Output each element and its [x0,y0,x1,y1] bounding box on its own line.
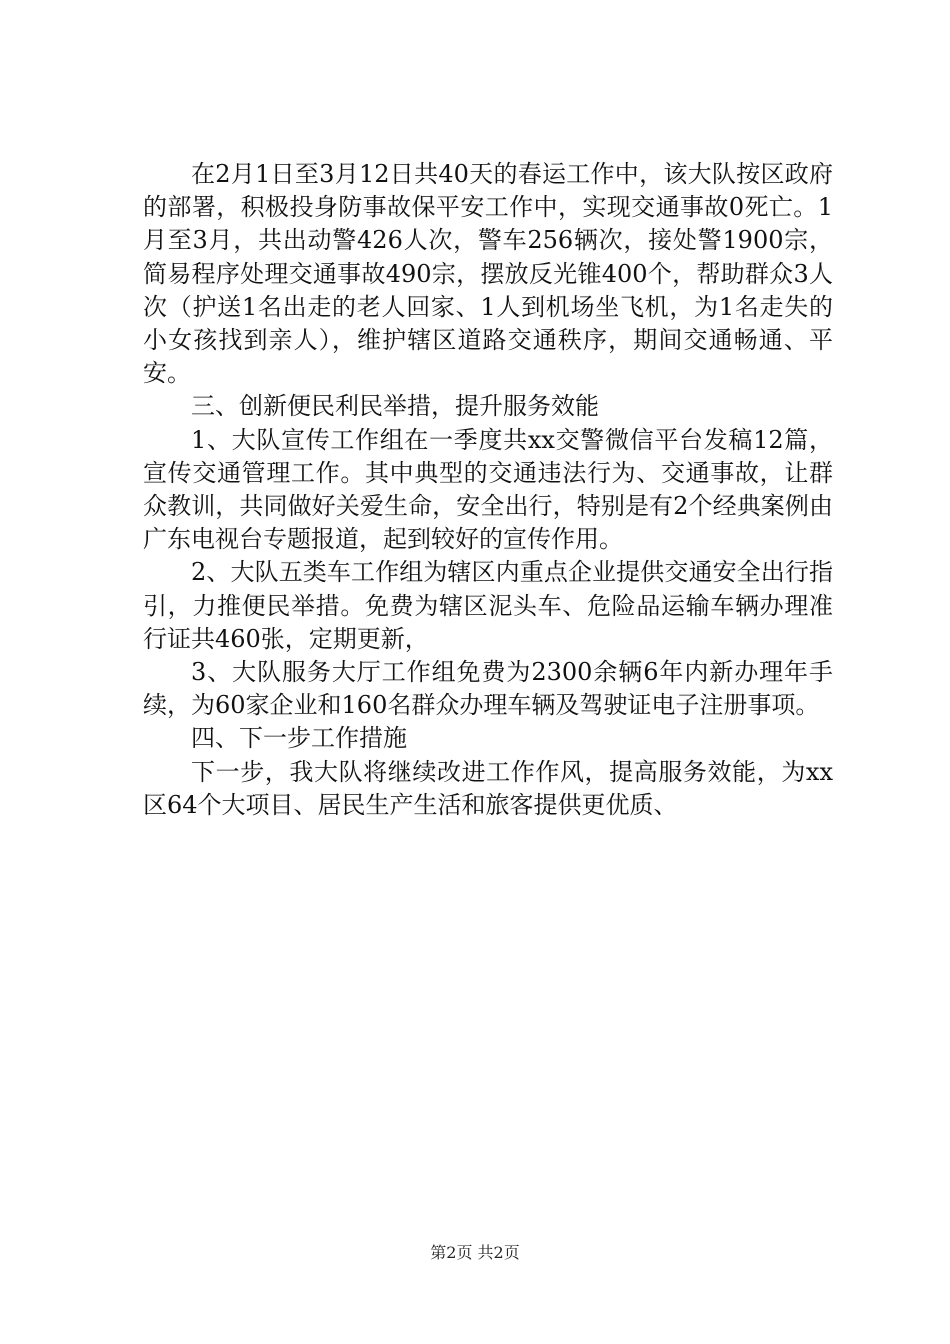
paragraph-item-three: 3、大队服务大厅工作组免费为2300余辆6年内新办理年手续，为60家企业和160名群众办理车辆及驾驶证电子注册事项。 [143,658,833,720]
paragraph-next-steps: 下一步，我大队将继续改进工作作风，提高服务效能，为xx区64个大项目、居民生产生活和旅客提供更优质、 [143,757,833,819]
paragraph-item-two: 2、大队五类车工作组为辖区内重点企业提供交通安全出行指引，力推便民举措。免费为辖区泥头车、危险品运输车辆办理准行证共460张，定期更新， [143,558,833,653]
paragraph-spring-transport: 在2月1日至3月12日共40天的春运工作中，该大队按区政府的部署，积极投身防事故保平安工作中，实现交通事故0死亡。1月至3月，共出动警426人次，警车256辆次，接处警1900宗，简易程序处理交通事故490宗，摆放反光锥400个，帮助群众3人次（护送1名出走的老人回家、1人到机场坐飞机，为1名走失的小女孩找到亲人），维护辖区道路交通秩序，期间交通畅通、平安。 [143,160,833,388]
paragraph-item-one: 1、大队宣传工作组在一季度共xx交警微信平台发稿12篇，宣传交通管理工作。其中典型的交通违法行为、交通事故，让群众教训，共同做好关爱生命，安全出行，特别是有2个经典案例由广东电视台专题报道，起到较好的宣传作用。 [143,425,833,554]
heading-section-three: 三、创新便民利民举措，提升服务效能 [191,392,599,421]
document-body [143,158,833,822]
page-number-label: 第2页 共2页 [430,1243,520,1262]
heading-section-four: 四、下一步工作措施 [191,724,407,753]
page-footer [0,1243,950,1263]
